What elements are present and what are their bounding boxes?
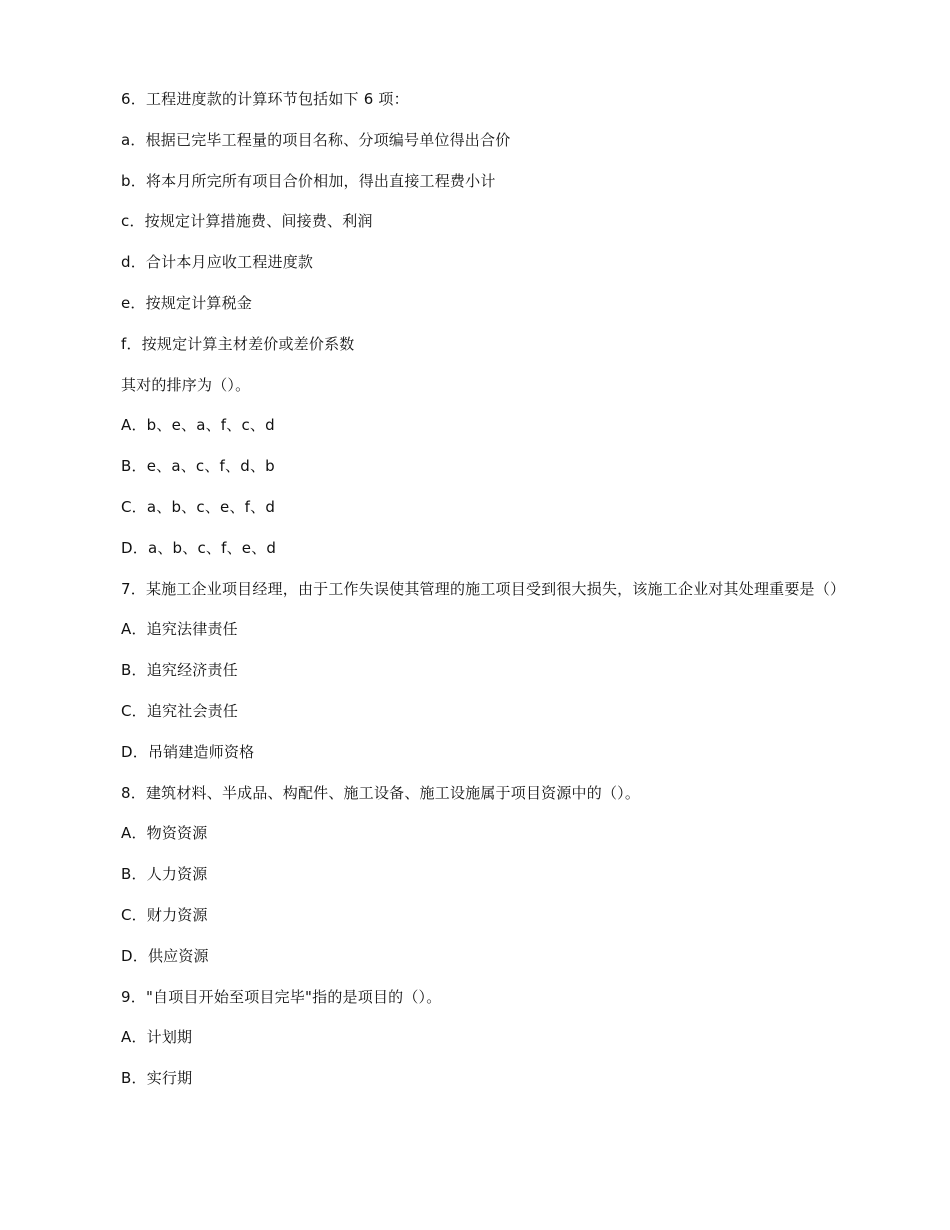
step-c: c．按规定计算措施费、间接费、利润 (121, 212, 373, 231)
question-7-option-a: A．追究法律责任 (121, 620, 238, 639)
step-d: d．合计本月应收工程进度款 (121, 253, 314, 272)
step-a: a．根据已完毕工程量的项目名称、分项编号单位得出合价 (121, 130, 511, 149)
question-6-prompt: 其对的排序为（）。 (121, 375, 251, 394)
question-8-option-a: A．物资资源 (121, 824, 208, 843)
question-8-option-b: B．人力资源 (121, 865, 208, 884)
question-6-option-d: D．a、b、c、f、e、d (121, 538, 277, 557)
document-body (89, 89, 851, 1109)
question-7-option-b: B．追究经济责任 (121, 661, 238, 680)
question-7-option-c: C．追究社会责任 (121, 701, 239, 720)
question-6-stem: 6．工程进度款的计算环节包括如下 6 项： (121, 90, 409, 108)
question-6-option-a: A．b、e、a、f、c、d (121, 416, 275, 435)
question-9-stem: 9．"自项目开始至项目完毕"指的是项目的（）。 (121, 987, 442, 1006)
step-b: b．将本月所完所有项目合价相加，得出直接工程费小计 (121, 171, 496, 190)
question-6-option-b: B．e、a、c、f、d、b (121, 457, 275, 476)
question-7-option-d: D．吊销建造师资格 (121, 742, 255, 761)
question-9-option-a: A．计划期 (121, 1028, 193, 1047)
step-e: e．按规定计算税金 (121, 293, 253, 312)
step-f: f．按规定计算主材差价或差价系数 (121, 334, 355, 353)
question-8-option-c: C．财力资源 (121, 905, 208, 924)
question-7-stem: 7．某施工企业项目经理，由于工作失误使其管理的施工项目受到很大损失，该施工企业对其处理重要是（） (121, 579, 846, 598)
question-8-option-d: D．供应资源 (121, 946, 209, 965)
question-6-option-c: C．a、b、c、e、f、d (121, 497, 276, 516)
question-9-option-b: B．实行期 (121, 1069, 193, 1088)
question-8-stem: 8．建筑材料、半成品、构配件、施工设备、施工设施属于项目资源中的（）。 (121, 783, 641, 802)
